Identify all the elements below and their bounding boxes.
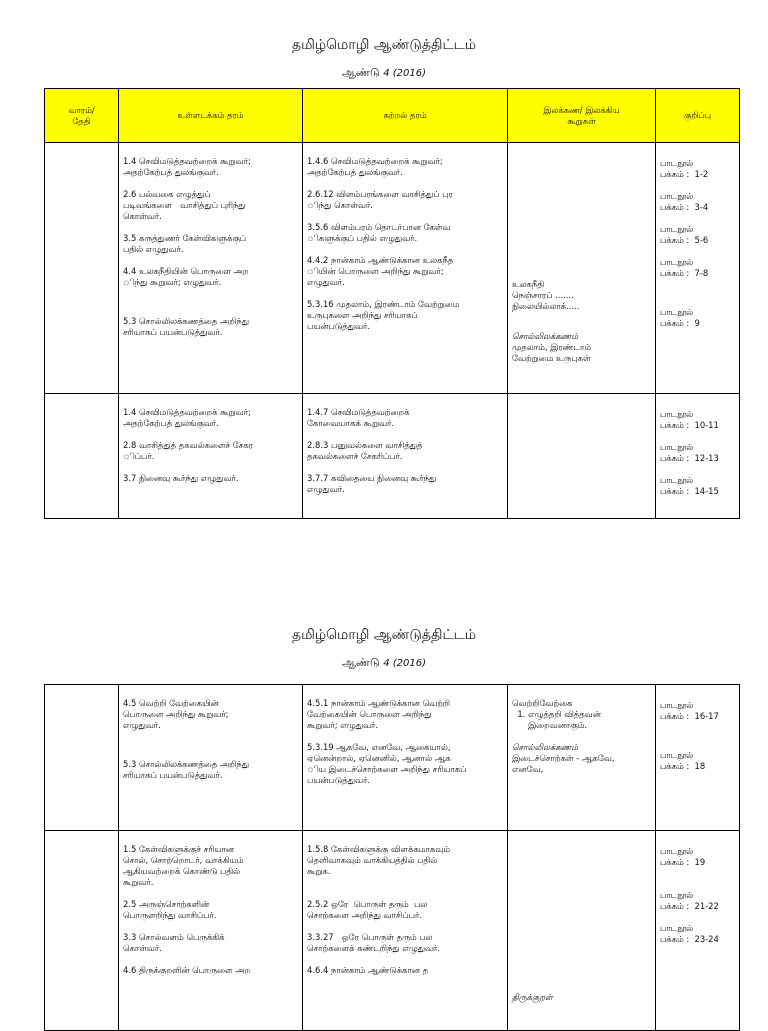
header-grammar: இலக்கண/ இலக்கிய கூறுகள்: [508, 89, 656, 143]
learning-standard-cell: [303, 831, 508, 1031]
grammar-heading: சொல்லிலக்கணம்: [512, 742, 579, 752]
week-cell: [45, 394, 119, 519]
textbook-ref: பாடநூல் பக்கம் : 21-22: [660, 890, 719, 911]
learning-item: 5.3.19 ஆகவே, எனவே, ஆகையால், ஏனென்றால், ஏனெனில், ஆனால் ஆக ிய இடைச்சொற்களை அறிந்து சரியாகப் பயன்படுத்துவர்.: [307, 742, 467, 785]
content-item: 4.4 உலகநீதியின் பொருளை அற ிந்து கூறுவர்; எழுதுவர்.: [123, 266, 249, 287]
textbook-ref: பாடநூல் பக்கம் : 7-8: [660, 257, 709, 278]
textbook-ref: பாடநூல் பக்கம் : 9: [660, 307, 700, 328]
year-label: ஆண்டு: [341, 66, 380, 79]
header-week: வாரம்/ தேதி: [45, 89, 119, 143]
content-standard-cell: [119, 831, 303, 1031]
grammar-heading: சொல்லிலக்கணம்: [512, 331, 579, 341]
textbook-ref: பாடநூல் பக்கம் : 19: [660, 846, 706, 867]
content-item: 4.6 திருக்குறளின் பொருளை அற: [123, 965, 251, 975]
page-title: தமிழ்மொழி ஆண்டுத்திட்டம்: [291, 37, 477, 53]
page-title: தமிழ்மொழி ஆண்டுத்திட்டம்: [291, 627, 477, 643]
grammar-heading: திருக்குறள்: [512, 992, 553, 1002]
textbook-ref: பாடநூல் பக்கம் : 5-6: [660, 224, 709, 245]
header-learning-standard: கற்றல் தரம்: [303, 89, 508, 143]
textbook-ref: பாடநூல் பக்கம் : 16-17: [660, 700, 719, 721]
notes-cell: [656, 685, 740, 831]
year-subtitle: [0, 66, 768, 81]
table-row: [45, 143, 740, 394]
learning-item: 3.3.27 ஒரே பொருள் தரும் பல சொற்களைக் கண்டறிந்து எழுதுவர்.: [307, 932, 441, 953]
content-item: 1.4 செவிமடுத்தவற்றைக் கூறுவர்; அதற்கேற்பத் துலங்குவர்.: [123, 407, 251, 428]
content-standard-cell: [119, 143, 303, 394]
learning-item: 1.4.6 செவிமடுத்தவற்றைக் கூறுவர்; அதற்கேற்பத் துலங்குவர்.: [307, 156, 443, 177]
content-item: 3.5 கருத்துணர் கேள்விகளுக்குப் பதில் எழுதுவர்.: [123, 233, 247, 254]
grammar-cell: [508, 685, 656, 831]
table-header-row: [45, 89, 740, 143]
content-item: 2.5 அருஞ்சொற்களின் பொருளறிந்து வாசிப்பர்.: [123, 899, 217, 920]
grammar-heading: உலகநீதி: [512, 279, 545, 289]
year-value: 4 (2016): [383, 68, 427, 79]
week-cell: [45, 143, 119, 394]
year-label: ஆண்டு: [341, 656, 380, 669]
learning-item: 2.8.3 பனுவல்களை வாசித்துத் தகவல்களைச் சேகரிப்பர்.: [307, 440, 423, 461]
textbook-ref: பாடநூல் பக்கம் : 18: [660, 750, 706, 771]
learning-item: 4.4.2 நான்காம் ஆண்டுக்கான உலகநீத ியின் பொருளை அறிந்து கூறுவர்; எழுதுவர்.: [307, 255, 454, 287]
content-item: 3.7 நினைவு கூர்ந்து எழுதுவர்.: [123, 473, 239, 483]
grammar-body: 1. எழுத்தறி வித்தவன் இறைவனாகும்.: [517, 709, 601, 730]
plan-table-1: [44, 88, 740, 519]
content-item: 1.4 செவிமடுத்தவற்றைக் கூறுவர்; அதற்கேற்பத் துலங்குவர்.: [123, 156, 251, 177]
textbook-ref: பாடநூல் பக்கம் : 3-4: [660, 191, 709, 212]
learning-item: 5.3.16 முதலாம், இரண்டாம் வேற்றுமை உருபுகளை அறிந்து சரியாகப் பயன்படுத்துவர்.: [307, 299, 460, 331]
year-subtitle: [0, 656, 768, 671]
learning-item: 2.5.2 ஒரே பொருள் தரும் பல சொற்களை அறிந்து வாசிப்பர்.: [307, 899, 428, 920]
content-standard-cell: [119, 685, 303, 831]
grammar-cell: [508, 831, 656, 1031]
learning-item: 3.7.7 கவிதையை நினைவு கூர்ந்து எழுதுவர்.: [307, 473, 437, 494]
textbook-ref: பாடநூல் பக்கம் : 1-2: [660, 158, 709, 179]
grammar-body: முதலாம், இரண்டாம் வேற்றுமை உருபுகள்: [512, 342, 592, 363]
grammar-body: இடைச்சொற்கள் - ஆகவே, எனவே,: [512, 753, 615, 774]
table-row: [45, 685, 740, 831]
learning-standard-cell: [303, 143, 508, 394]
grammar-cell: [508, 143, 656, 394]
learning-item: 1.4.7 செவிமடுத்தவற்றைக் கோவையாகக் கூறுவர்.: [307, 407, 410, 428]
learning-item: 4.6.4 நான்காம் ஆண்டுக்கான த: [307, 965, 429, 975]
table-row: [45, 831, 740, 1031]
grammar-heading: வெற்றிவேற்கை: [512, 698, 573, 708]
content-item: 5.3 சொல்லிலக்கணத்தை அறிந்து சரியாகப் பயன்படுத்துவர்.: [123, 316, 249, 337]
header-notes: குறிப்பு: [656, 89, 740, 143]
table-row: [45, 394, 740, 519]
notes-cell: [656, 394, 740, 519]
header-content-standard: உள்ளடக்கம் தரம்: [119, 89, 303, 143]
learning-item: 2.6.12 விளம்பரங்களை வாசித்துப் புர ிந்து கொள்வர்.: [307, 189, 453, 210]
content-item: 3.3 சொல்வளம் பெருக்கிக் கொள்வர்.: [123, 932, 225, 953]
grammar-body: நெஞ்சாரப் ....... நிலையில்லாக்.....: [512, 290, 580, 311]
week-cell: [45, 831, 119, 1031]
content-item: 5.3 சொல்லிலக்கணத்தை அறிந்து சரியாகப் பயன்படுத்துவர்.: [123, 759, 249, 780]
content-standard-cell: [119, 394, 303, 519]
learning-standard-cell: [303, 685, 508, 831]
learning-item: 1.5.8 கேள்விகளுக்கு விளக்கமாகவும் தெளிவாகவும் வாக்கியத்தில் பதில் கூறுக.: [307, 844, 450, 876]
content-item: 4.5 வெற்றி வேற்கையின் பொருளை அறிந்து கூறுவர்; எழுதுவர்.: [123, 698, 229, 730]
notes-cell: [656, 831, 740, 1031]
week-cell: [45, 685, 119, 831]
notes-cell: [656, 143, 740, 394]
plan-table-2: [44, 684, 740, 1031]
learning-item: 4.5.1 நான்காம் ஆண்டுக்கான வெற்றி வேற்கையின் பொருளை அறிந்து கூறுவர்; எழுதுவர்.: [307, 698, 451, 730]
content-item: 2.6 பல்வகை எழுத்துப் படிவங்களை வாசித்துப் புரிந்து கொள்வர்.: [123, 189, 246, 221]
learning-item: 3.5.6 விளம்பரம் தொடர்பான கேள்வ ிகளுக்குப் பதில் எழுதுவர்.: [307, 222, 451, 243]
textbook-ref: பாடநூல் பக்கம் : 23-24: [660, 923, 719, 944]
content-item: 2.8 வாசித்துத் தகவல்களைச் சேகர ிப்பர்.: [123, 440, 253, 461]
textbook-ref: பாடநூல் பக்கம் : 14-15: [660, 475, 719, 496]
textbook-ref: பாடநூல் பக்கம் : 10-11: [660, 409, 719, 430]
year-value: 4 (2016): [383, 658, 427, 669]
textbook-ref: பாடநூல் பக்கம் : 12-13: [660, 442, 719, 463]
content-item: 1.5 கேள்விகளுக்குச் சரியான சொல், சொற்றொடர், வாக்கியம் ஆகியவற்றைக் கொண்டு பதில் கூறுவர்.: [123, 844, 244, 887]
learning-standard-cell: [303, 394, 508, 519]
grammar-cell: [508, 394, 656, 519]
